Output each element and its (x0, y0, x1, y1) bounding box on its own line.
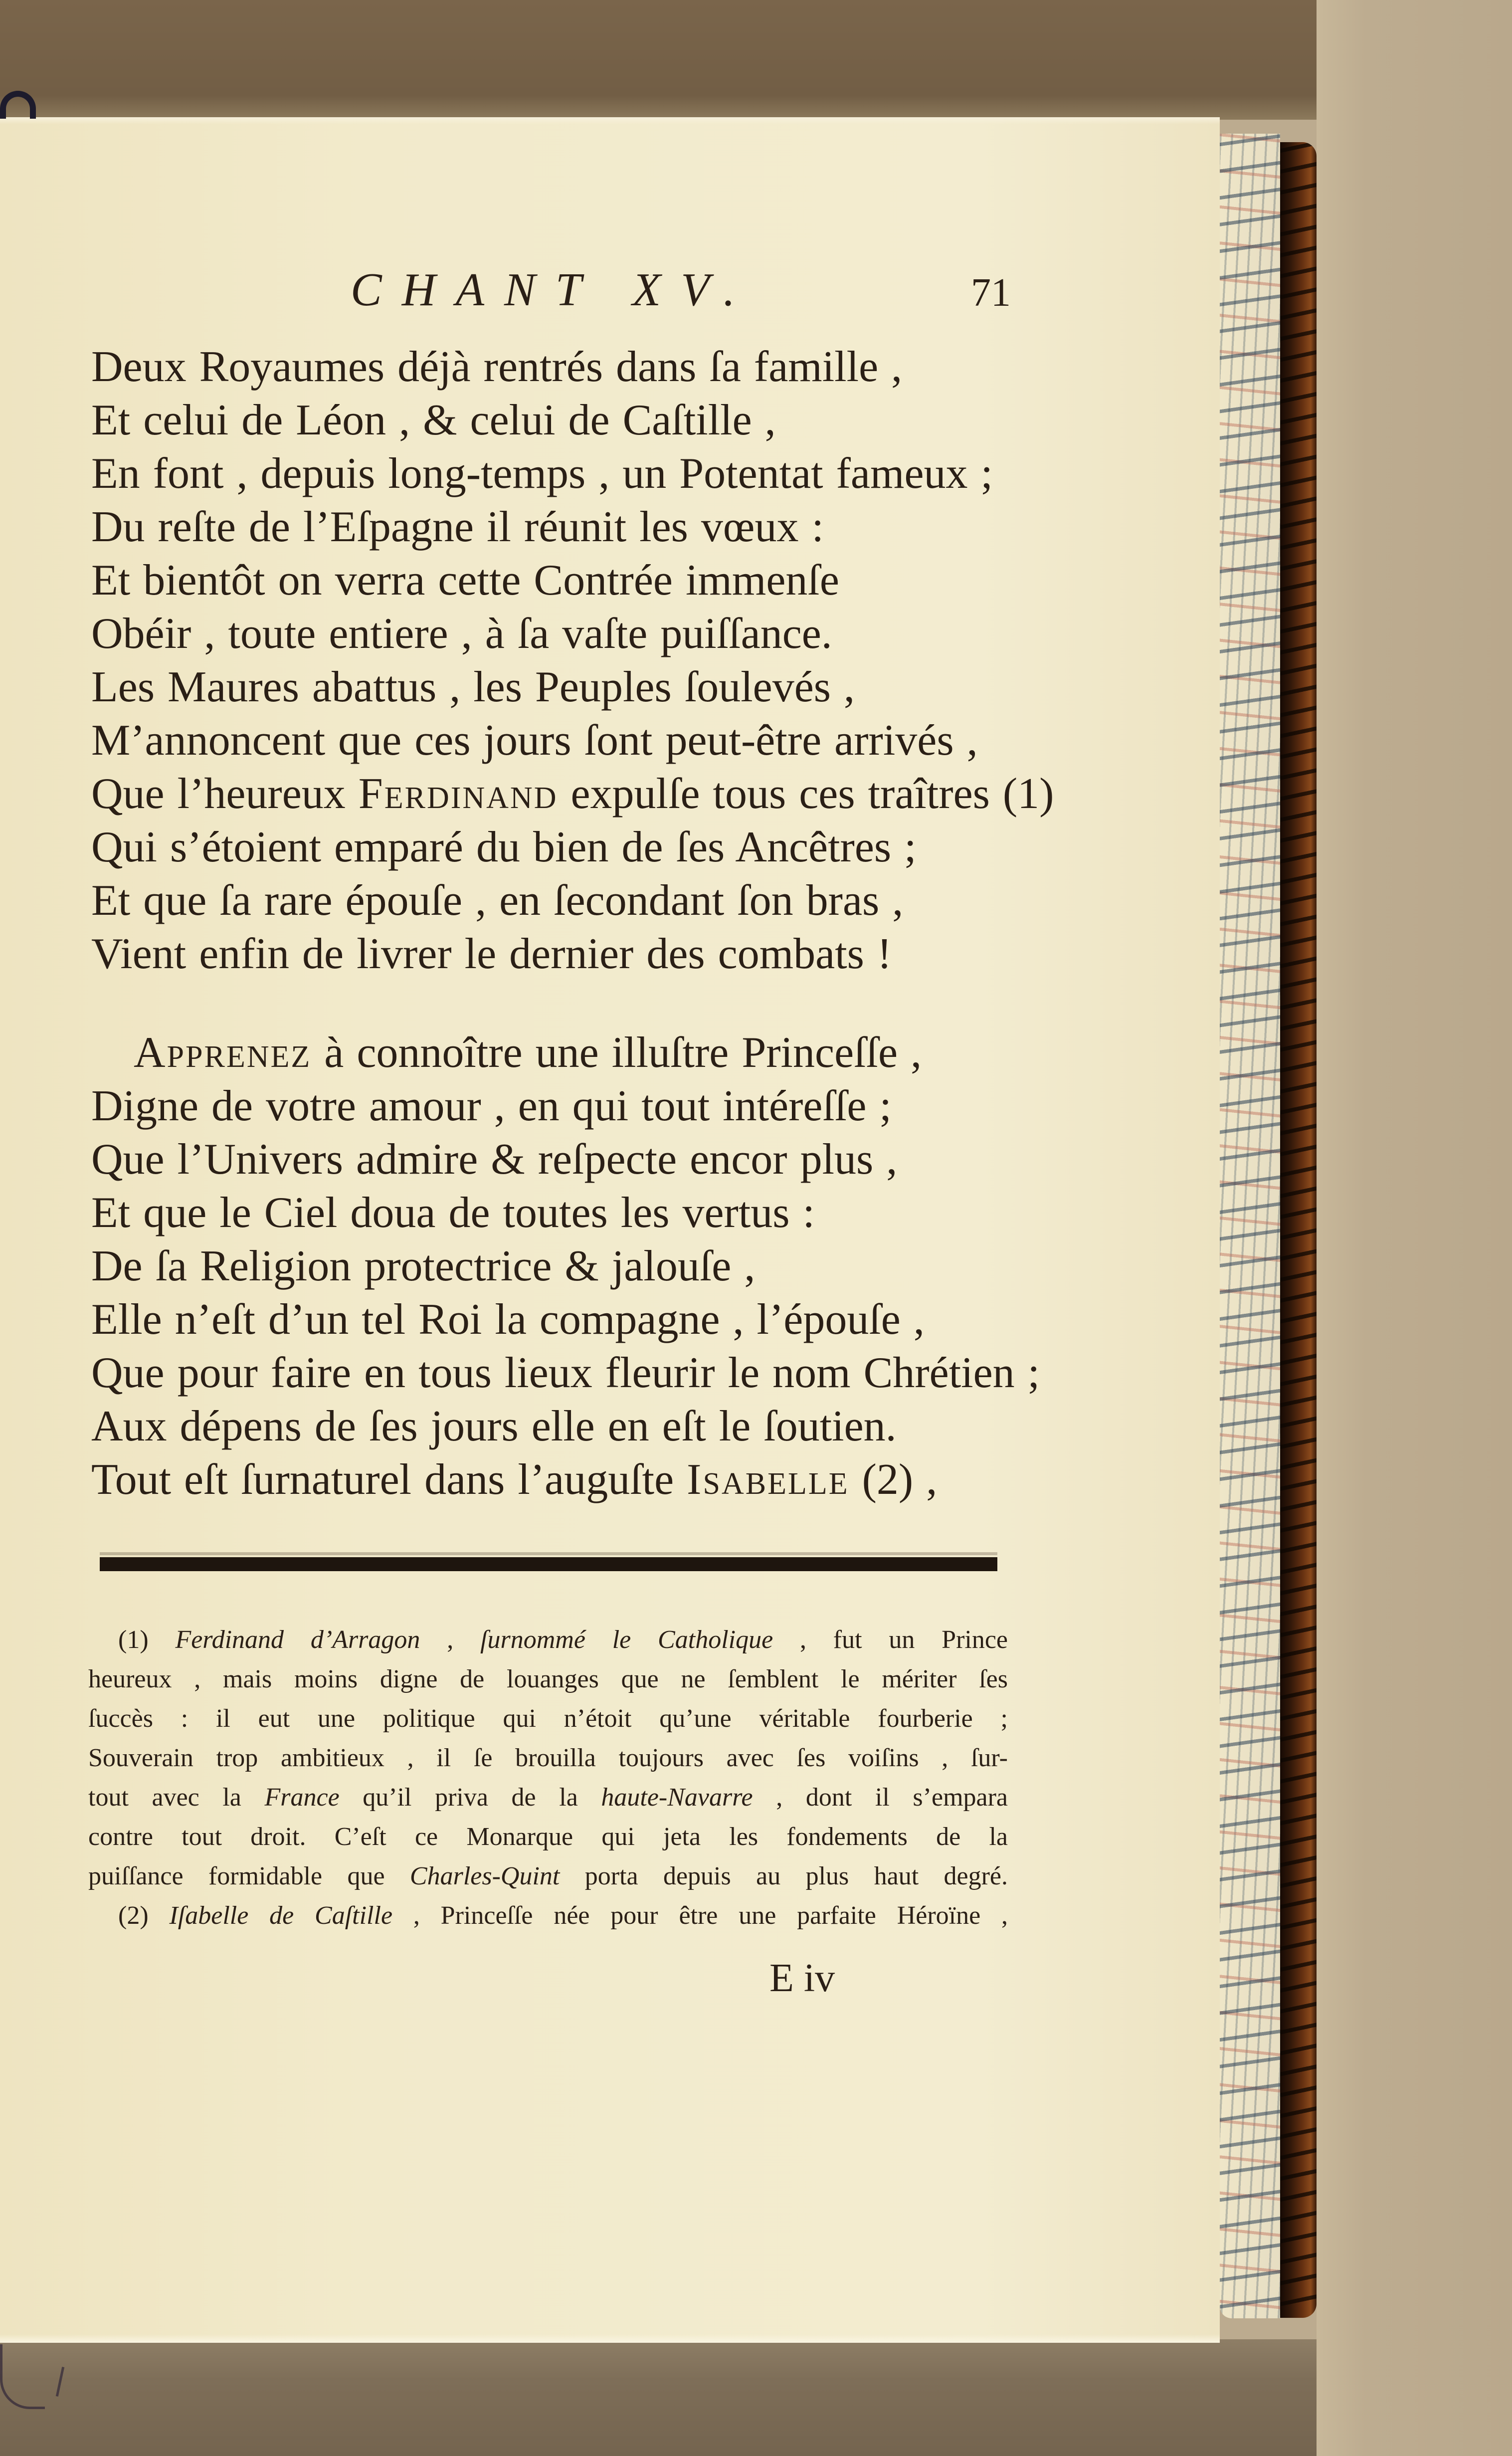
verse-line (91, 1133, 897, 1186)
footnote-text: , dont il s’empara (753, 1783, 1008, 1812)
verse-text: Et que ſa rare épouſe , en ſecondant ſon bras , (91, 876, 904, 925)
marbled-page-edge (1220, 134, 1280, 2318)
page-bottom-edge (0, 2334, 1220, 2343)
footnote-line (118, 1896, 1008, 1935)
footnote-text: Souverain trop ambitieux , il ſe brouilla toujours avec ſes voiſins , ſur- (88, 1744, 1008, 1772)
footnote-italic: Ferdinand d’Arragon (175, 1626, 420, 1654)
verse-text: Que l’Univers admire & reſpecte encor plus , (91, 1135, 898, 1184)
background-top (0, 0, 1317, 120)
footnote-line (88, 1699, 1008, 1738)
verse-line (134, 1026, 922, 1079)
verse-line (91, 340, 902, 394)
verse-line (91, 500, 824, 554)
footnote-marker: (1) (118, 1626, 176, 1654)
footnote-text: , (420, 1626, 481, 1654)
verse-text: M’annoncent que ces jours ſont peut-être arrivés , (91, 716, 978, 765)
leather-binding (1280, 142, 1317, 2318)
footnote-italic: haute-Navarre (601, 1783, 753, 1812)
background-right (1317, 0, 1512, 2456)
verse-text: Que pour faire en tous lieux fleurir le nom Chrétien ; (91, 1349, 1040, 1397)
footnote-text: qu’il priva de la (339, 1783, 601, 1812)
verse-line (91, 874, 903, 927)
verse-line (91, 714, 978, 767)
name-small-caps: Isabelle (687, 1455, 849, 1504)
verse-line (91, 767, 1054, 820)
background-bottom (0, 2339, 1317, 2456)
footnote-text: contre tout droit. C’eſt ce Monarque qui jeta les fondements de la (88, 1823, 1008, 1851)
running-title: CHANT XV. (351, 264, 755, 316)
footnote-text: ſuccès : il eut une politique qui n’étoit qu’une véritable fourberie ; (88, 1704, 1008, 1733)
verse-line (91, 927, 892, 981)
page-number: 71 (971, 271, 1011, 315)
footnote-marker: (2) (118, 1901, 170, 1930)
footnote-italic: ſurnommé le Catholique (480, 1626, 773, 1654)
footnote-line (118, 1620, 1008, 1659)
footnote-rule (100, 1557, 997, 1571)
verse-text: Et bientôt on verra cette Contrée immenſe (91, 556, 839, 605)
page-top-edge (0, 117, 1220, 124)
verse-line (91, 1186, 815, 1239)
verse-line (91, 1400, 897, 1453)
verse-line (91, 554, 839, 607)
verse-line (91, 394, 776, 447)
footnote-italic: France (264, 1783, 340, 1812)
verse-line (91, 660, 855, 714)
footnote-text: puiſſance formidable que (88, 1862, 410, 1890)
verse-line (91, 607, 832, 660)
footnote-line (88, 1659, 1008, 1699)
footnote-rule-shadow (100, 1552, 997, 1555)
verse-text: En font , depuis long-temps , un Potentat fameux ; (91, 449, 993, 498)
footnote-text: porta depuis au plus haut degré. (560, 1862, 1008, 1890)
footnote-line (88, 1738, 1008, 1778)
signature-mark: E iv (769, 1956, 835, 2000)
footnote-text: , Princeſſe née pour être une parfaite Héroïne , (392, 1901, 1008, 1930)
verse-text: à connoître une illuſtre Princeſſe , (311, 1028, 922, 1077)
verse-text: Deux Royaumes déjà rentrés dans ſa famille , (91, 343, 903, 391)
verse-text: Obéir , toute entiere , à ſa vaſte puiſſance. (91, 610, 832, 658)
verse-line (91, 1239, 755, 1293)
verse-text: Qui s’étoient emparé du bien de ſes Ancêtres ; (91, 823, 917, 871)
footnote-italic: Iſabelle de Caſtille (169, 1901, 393, 1930)
verse-line (91, 820, 917, 874)
opening-word-small-caps: Apprenez (134, 1028, 312, 1077)
verse-line (91, 1079, 892, 1133)
verse-text: Digne de votre amour , en qui tout intéreſſe ; (91, 1082, 892, 1130)
footnote-text: tout avec la (88, 1783, 265, 1812)
verse-text: Les Maures abattus , les Peuples ſoulevés , (91, 663, 855, 711)
footnote-line (88, 1817, 1008, 1856)
verse-text: Du reſte de l’Eſpagne il réunit les vœux : (91, 503, 824, 551)
verse-line (91, 447, 993, 500)
verse-line (91, 1346, 1040, 1400)
footnote-italic: Charles-Quint (409, 1862, 560, 1890)
verse-text: De ſa Religion protectrice & jalouſe , (91, 1242, 756, 1290)
name-small-caps: Ferdinand (358, 770, 558, 818)
verse-text: (2) , (849, 1455, 938, 1504)
verse-text: Que l’heureux (91, 770, 359, 818)
footnote-text: , fut un Prince (773, 1626, 1008, 1654)
verse-text: Et que le Ciel doua de toutes les vertus : (91, 1189, 815, 1237)
footnote-line (88, 1778, 1008, 1817)
verse-text: Vient enfin de livrer le dernier des combats ! (91, 930, 892, 978)
verse-text: Et celui de Léon , & celui de Caſtille , (91, 396, 776, 444)
verse-line (91, 1453, 937, 1506)
footnote-text: heureux , mais moins digne de louanges que ne ſemblent le mériter ſes (88, 1665, 1008, 1693)
footnote-line (88, 1856, 1008, 1896)
verse-text: Aux dépens de ſes jours elle en eſt le ſoutien. (91, 1402, 897, 1450)
verse-line (91, 1293, 925, 1346)
verse-text: expulſe tous ces traîtres (1) (558, 770, 1054, 818)
verse-text: Elle n’eſt d’un tel Roi la compagne , l’épouſe , (91, 1295, 925, 1344)
verse-text: Tout eſt ſurnaturel dans l’auguſte (91, 1455, 687, 1504)
